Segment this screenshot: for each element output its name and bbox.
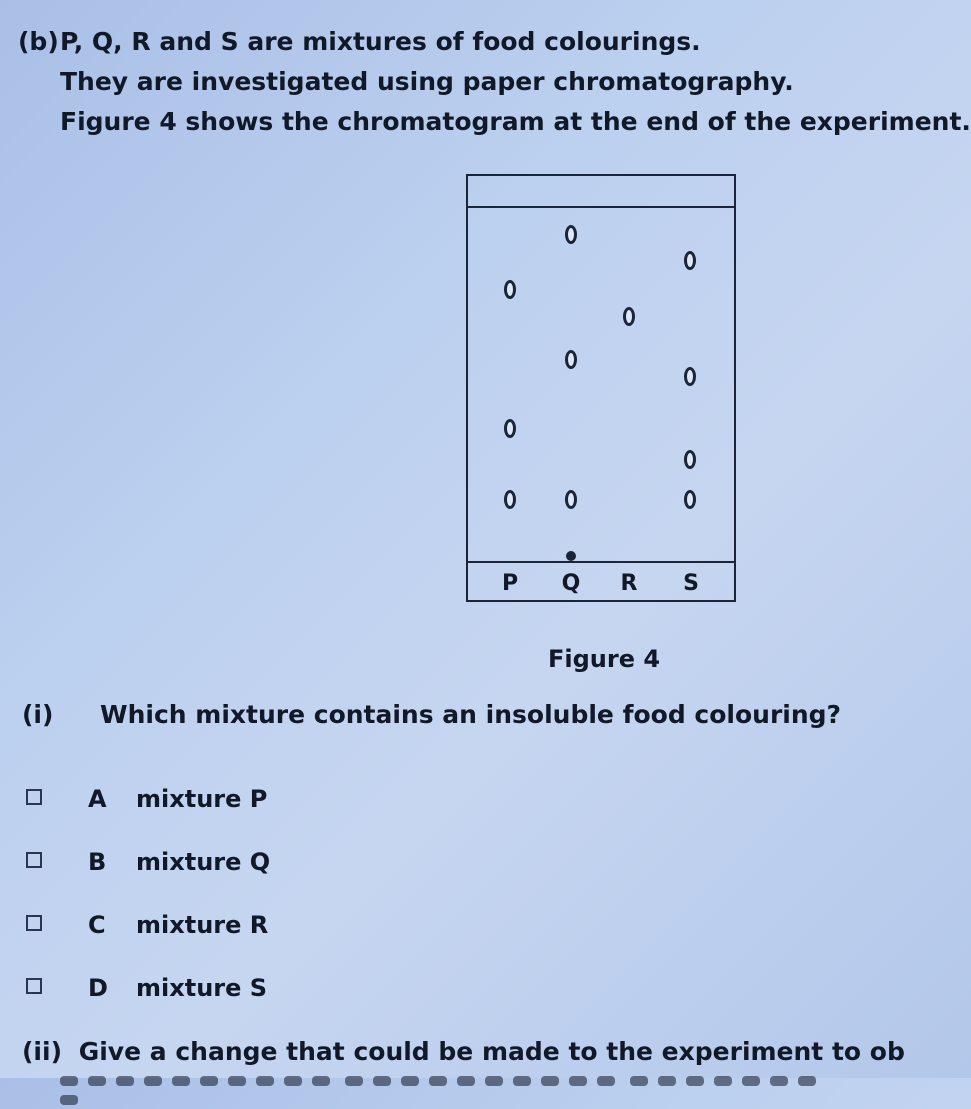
option-label [136, 848, 270, 876]
intro-line-1 [60, 28, 701, 57]
option-mixture: R [249, 911, 269, 939]
spot-s-3 [684, 450, 696, 469]
spot-r-origin [566, 551, 576, 561]
spot-q-3 [565, 490, 577, 509]
option-label [136, 974, 267, 1002]
mixtures-rest: are mixtures of food colourings. [238, 27, 701, 56]
question-part-label: (b) [18, 27, 59, 56]
option-letter: C [88, 911, 106, 939]
question-i [22, 700, 842, 729]
question-ii-text: Give a change that could be made to the experiment to ob [78, 1037, 905, 1066]
figure-caption: Figure 4 [548, 645, 661, 673]
checkbox[interactable] [26, 789, 42, 805]
question-i-text: Which mixture contains an insoluble food colouring? [100, 700, 842, 729]
option-text: mixture [136, 974, 250, 1002]
option-letter: B [88, 848, 107, 876]
cut-off-text-line [60, 1071, 840, 1079]
spot-s-2 [684, 367, 696, 386]
spot-q-2 [565, 350, 577, 369]
chromatogram [466, 174, 736, 602]
spot-s-4 [684, 490, 696, 509]
intro-line-2: They are investigated using paper chromatography. [60, 67, 794, 96]
spot-s-1 [684, 251, 696, 270]
option-label [136, 785, 267, 813]
spot-p-3 [504, 490, 516, 509]
checkbox[interactable] [26, 978, 42, 994]
mixtures-bold-1: P, Q, R [60, 27, 151, 56]
lane-label-s: S [683, 571, 699, 596]
checkbox[interactable] [26, 852, 42, 868]
option-label [136, 911, 268, 939]
option-mixture: P [249, 785, 268, 813]
question-ii-label: (ii) [22, 1037, 62, 1066]
option-text: mixture [136, 911, 250, 939]
intro-line-3: Figure 4 shows the chromatogram at the end of the experiment. [60, 107, 971, 136]
mixtures-bold-2: S [220, 27, 239, 56]
checkbox[interactable] [26, 915, 42, 931]
solvent-front-line [468, 206, 734, 208]
option-letter: D [88, 974, 108, 1002]
lane-label-r: R [620, 571, 638, 596]
mixtures-and: and [150, 27, 221, 56]
lane-label-p: P [501, 571, 519, 596]
option-mixture: Q [249, 848, 271, 876]
option-text: mixture [136, 848, 250, 876]
spot-r-1 [623, 307, 635, 326]
spot-p-2 [504, 419, 516, 438]
question-ii [22, 1037, 905, 1066]
spot-q-1 [565, 225, 577, 244]
lane-label-q: Q [561, 571, 581, 596]
spot-p-1 [504, 280, 516, 299]
option-letter: A [88, 785, 107, 813]
question-i-label: (i) [22, 700, 54, 729]
option-mixture: S [249, 974, 268, 1002]
baseline-line [468, 561, 734, 563]
option-text: mixture [136, 785, 250, 813]
